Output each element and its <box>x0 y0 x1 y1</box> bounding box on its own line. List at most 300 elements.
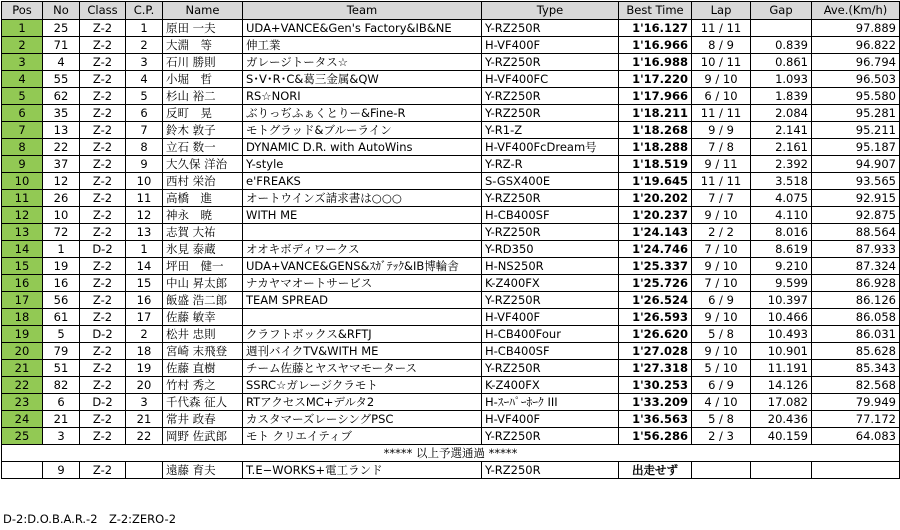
table-row <box>2 88 900 105</box>
cell-type: H-NS250R <box>482 258 619 275</box>
cell-pos: 19 <box>2 326 43 343</box>
cell-gap: 10.901 <box>751 343 812 360</box>
cell-name: 神永 暁 <box>163 207 243 224</box>
cell-team: S･V･R･C&葛三金属&QW <box>243 71 482 88</box>
cell-class: Z-2 <box>80 411 126 428</box>
cell-pos: 20 <box>2 343 43 360</box>
table-row <box>2 20 900 37</box>
cell-lap: 9 / 10 <box>692 309 751 326</box>
cell-class: Z-2 <box>80 54 126 71</box>
col-header-gap: Gap <box>751 2 812 20</box>
cell-best-time: 1'18.268 <box>619 122 692 139</box>
cell-no: 9 <box>43 462 80 479</box>
cell-pos: 6 <box>2 105 43 122</box>
cell-cp: 14 <box>126 258 163 275</box>
cell-cp: 5 <box>126 88 163 105</box>
cell-best-time: 1'17.220 <box>619 71 692 88</box>
col-header-best-time: Best Time <box>619 2 692 20</box>
cell-no: 22 <box>43 139 80 156</box>
cell-gap: 40.159 <box>751 428 812 445</box>
cell-type: Y-RZ250R <box>482 462 619 479</box>
cell-team: e'FREAKS <box>243 173 482 190</box>
cell-no: 61 <box>43 309 80 326</box>
cell-team: モト クリエイティブ <box>243 428 482 445</box>
cell-no: 72 <box>43 224 80 241</box>
cell-type: Y-RZ250R <box>482 105 619 122</box>
cell-gap: 2.084 <box>751 105 812 122</box>
cell-no: 55 <box>43 71 80 88</box>
cell-class: Z-2 <box>80 343 126 360</box>
table-row <box>2 428 900 445</box>
col-header-pos: Pos <box>2 2 43 20</box>
cell-name: 千代森 征人 <box>163 394 243 411</box>
cell-no: 16 <box>43 275 80 292</box>
cell-class: Z-2 <box>80 309 126 326</box>
table-row <box>2 156 900 173</box>
cell-best-time: 1'16.988 <box>619 54 692 71</box>
cell-lap: 9 / 10 <box>692 258 751 275</box>
cell-name: 志賀 大祐 <box>163 224 243 241</box>
cell-type: H-VF400F <box>482 411 619 428</box>
cell-lap: 9 / 10 <box>692 71 751 88</box>
cell-name: 常井 政春 <box>163 411 243 428</box>
cell-no: 35 <box>43 105 80 122</box>
cell-name: 遠藤 育夫 <box>163 462 243 479</box>
cell-team: T.E−WORKS+電工ランド <box>243 462 482 479</box>
cell-best-time: 1'24.143 <box>619 224 692 241</box>
cell-cp: 15 <box>126 275 163 292</box>
cell-best-time: 1'30.253 <box>619 377 692 394</box>
cell-class: D-2 <box>80 241 126 258</box>
cell-lap: 5 / 8 <box>692 411 751 428</box>
cell-avg: 95.187 <box>812 139 900 156</box>
cell-name: 佐藤 敏幸 <box>163 309 243 326</box>
cell-best-time: 1'18.211 <box>619 105 692 122</box>
cell-class: Z-2 <box>80 88 126 105</box>
table-row <box>2 122 900 139</box>
cell-name: 原田 一夫 <box>163 20 243 37</box>
cell-lap: 5 / 8 <box>692 326 751 343</box>
cell-gap: 8.619 <box>751 241 812 258</box>
cell-pos: 18 <box>2 309 43 326</box>
cell-avg: 87.324 <box>812 258 900 275</box>
cell-team <box>243 309 482 326</box>
cell-team: RS☆NORI <box>243 88 482 105</box>
table-row <box>2 190 900 207</box>
cell-no: 1 <box>43 241 80 258</box>
cell-class: Z-2 <box>80 292 126 309</box>
col-header-class: Class <box>80 2 126 20</box>
cell-pos: 24 <box>2 411 43 428</box>
cell-type: Y-RZ250R <box>482 20 619 37</box>
table-row <box>2 360 900 377</box>
cell-lap: 8 / 9 <box>692 37 751 54</box>
cell-type: S-GSX400E <box>482 173 619 190</box>
cell-gap: 2.392 <box>751 156 812 173</box>
cell-avg: 96.794 <box>812 54 900 71</box>
cell-class: Z-2 <box>80 377 126 394</box>
cell-lap: 4 / 10 <box>692 394 751 411</box>
cell-no: 5 <box>43 326 80 343</box>
cell-gap <box>751 20 812 37</box>
cell-gap: 14.126 <box>751 377 812 394</box>
cell-type: H-CB400SF <box>482 343 619 360</box>
cell-pos: 4 <box>2 71 43 88</box>
cell-team: ガレージトータス☆ <box>243 54 482 71</box>
cell-cp: 2 <box>126 37 163 54</box>
cell-gap: 9.599 <box>751 275 812 292</box>
table-row <box>2 326 900 343</box>
cell-best-time: 1'17.966 <box>619 88 692 105</box>
cell-cp: 21 <box>126 411 163 428</box>
cell-avg: 87.933 <box>812 241 900 258</box>
cell-pos: 12 <box>2 207 43 224</box>
cell-avg: 96.503 <box>812 71 900 88</box>
cell-best-time: 1'36.563 <box>619 411 692 428</box>
cell-avg: 85.628 <box>812 343 900 360</box>
cell-class: Z-2 <box>80 190 126 207</box>
cell-class: Z-2 <box>80 428 126 445</box>
table-row <box>2 292 900 309</box>
cell-no: 62 <box>43 88 80 105</box>
table-row <box>2 258 900 275</box>
cell-class: Z-2 <box>80 20 126 37</box>
cell-lap: 6 / 9 <box>692 377 751 394</box>
cell-type: Y-RZ250R <box>482 428 619 445</box>
cell-lap: 5 / 10 <box>692 360 751 377</box>
cell-pos: 17 <box>2 292 43 309</box>
cell-team: モトグラッド&ブルーライン <box>243 122 482 139</box>
cell-type: H-VF400F <box>482 309 619 326</box>
cell-class: Z-2 <box>80 156 126 173</box>
cell-team: SSRC☆ガレージクラモト <box>243 377 482 394</box>
cell-avg: 86.058 <box>812 309 900 326</box>
cell-team: 伸工業 <box>243 37 482 54</box>
cell-cp: 22 <box>126 428 163 445</box>
cell-no: 21 <box>43 411 80 428</box>
cell-no: 82 <box>43 377 80 394</box>
table-row <box>2 139 900 156</box>
cell-no: 71 <box>43 37 80 54</box>
cell-cp: 9 <box>126 156 163 173</box>
qualify-note-row <box>2 445 900 462</box>
cell-cp: 16 <box>126 292 163 309</box>
cell-best-time: 1'16.966 <box>619 37 692 54</box>
table-row <box>2 377 900 394</box>
cell-type: Y-RZ-R <box>482 156 619 173</box>
cell-class: D-2 <box>80 394 126 411</box>
cell-name: 坪田 健一 <box>163 258 243 275</box>
col-header-lap: Lap <box>692 2 751 20</box>
cell-avg: 64.083 <box>812 428 900 445</box>
col-header-cp: C.P. <box>126 2 163 20</box>
col-header-type: Type <box>482 2 619 20</box>
cell-cp: 10 <box>126 173 163 190</box>
cell-avg: 92.875 <box>812 207 900 224</box>
cell-type: Y-RZ250R <box>482 224 619 241</box>
cell-lap: 2 / 2 <box>692 224 751 241</box>
cell-avg: 77.172 <box>812 411 900 428</box>
qualify-note: ***** 以上予選通過 ***** <box>2 445 900 462</box>
cell-cp: 12 <box>126 207 163 224</box>
cell-lap: 9 / 9 <box>692 122 751 139</box>
cell-avg: 95.211 <box>812 122 900 139</box>
cell-type: H-VF400F <box>482 37 619 54</box>
cell-team: オオキボディワークス <box>243 241 482 258</box>
cell-type: Y-RD350 <box>482 241 619 258</box>
cell-cp <box>126 462 163 479</box>
cell-name: 中山 昇太郎 <box>163 275 243 292</box>
table-row <box>2 275 900 292</box>
cell-team: 週刊バイクTV&WITH ME <box>243 343 482 360</box>
cell-pos: 21 <box>2 360 43 377</box>
cell-pos: 11 <box>2 190 43 207</box>
cell-best-time: 1'16.127 <box>619 20 692 37</box>
cell-gap: 11.191 <box>751 360 812 377</box>
cell-cp: 18 <box>126 343 163 360</box>
cell-pos: 15 <box>2 258 43 275</box>
cell-best-time: 出走せず <box>619 462 692 479</box>
cell-type: H-CB400SF <box>482 207 619 224</box>
cell-gap: 1.093 <box>751 71 812 88</box>
cell-pos: 1 <box>2 20 43 37</box>
cell-lap: 9 / 10 <box>692 207 751 224</box>
cell-class: Z-2 <box>80 71 126 88</box>
cell-pos <box>2 462 43 479</box>
table-row <box>2 71 900 88</box>
cell-pos: 10 <box>2 173 43 190</box>
cell-cp: 2 <box>126 326 163 343</box>
cell-type: Y-RZ250R <box>482 88 619 105</box>
cell-gap: 4.075 <box>751 190 812 207</box>
cell-lap: 9 / 10 <box>692 343 751 360</box>
cell-name: 岡野 佐武郎 <box>163 428 243 445</box>
cell-no: 10 <box>43 207 80 224</box>
cell-cp: 17 <box>126 309 163 326</box>
cell-best-time: 1'25.337 <box>619 258 692 275</box>
cell-avg: 86.031 <box>812 326 900 343</box>
cell-no: 12 <box>43 173 80 190</box>
cell-pos: 5 <box>2 88 43 105</box>
cell-gap: 2.161 <box>751 139 812 156</box>
cell-pos: 13 <box>2 224 43 241</box>
cell-class: Z-2 <box>80 105 126 122</box>
cell-type: K-Z400FX <box>482 377 619 394</box>
cell-no: 56 <box>43 292 80 309</box>
cell-best-time: 1'26.524 <box>619 292 692 309</box>
cell-best-time: 1'26.593 <box>619 309 692 326</box>
cell-lap: 11 / 11 <box>692 105 751 122</box>
cell-lap: 7 / 7 <box>692 190 751 207</box>
cell-lap: 6 / 10 <box>692 88 751 105</box>
cell-lap: 2 / 3 <box>692 428 751 445</box>
cell-pos: 9 <box>2 156 43 173</box>
cell-class: Z-2 <box>80 224 126 241</box>
cell-avg: 86.928 <box>812 275 900 292</box>
table-row <box>2 37 900 54</box>
cell-name: 大久保 洋治 <box>163 156 243 173</box>
cell-gap: 10.397 <box>751 292 812 309</box>
table-row <box>2 394 900 411</box>
cell-team: Y-style <box>243 156 482 173</box>
cell-team: オートウインズ請求書は○○○ <box>243 190 482 207</box>
cell-type: H-VF400FcDream号 <box>482 139 619 156</box>
cell-avg: 95.580 <box>812 88 900 105</box>
cell-name: 大淵 等 <box>163 37 243 54</box>
cell-type: H-VF400FC <box>482 71 619 88</box>
cell-lap: 7 / 10 <box>692 241 751 258</box>
cell-cp: 6 <box>126 105 163 122</box>
cell-best-time: 1'27.028 <box>619 343 692 360</box>
cell-team: UDA+VANCE&Gen's Factory&IB&NE <box>243 20 482 37</box>
cell-team: UDA+VANCE&GENS&ｽｶﾞﾃｯｸ&IB博輪舎 <box>243 258 482 275</box>
header-row <box>2 2 900 20</box>
cell-name: 西村 栄治 <box>163 173 243 190</box>
cell-avg: 97.889 <box>812 20 900 37</box>
cell-team: TEAM SPREAD <box>243 292 482 309</box>
col-header-no: No <box>43 2 80 20</box>
cell-pos: 2 <box>2 37 43 54</box>
cell-no: 19 <box>43 258 80 275</box>
cell-avg: 86.126 <box>812 292 900 309</box>
cell-pos: 8 <box>2 139 43 156</box>
cell-team <box>243 224 482 241</box>
cell-best-time: 1'26.620 <box>619 326 692 343</box>
cell-type: Y-RZ250R <box>482 54 619 71</box>
cell-lap: 7 / 10 <box>692 275 751 292</box>
cell-cp: 1 <box>126 20 163 37</box>
cell-best-time: 1'25.726 <box>619 275 692 292</box>
cell-name: 立石 数一 <box>163 139 243 156</box>
table-row <box>2 343 900 360</box>
cell-gap: 3.518 <box>751 173 812 190</box>
cell-lap: 10 / 11 <box>692 54 751 71</box>
cell-class: Z-2 <box>80 462 126 479</box>
cell-avg: 82.568 <box>812 377 900 394</box>
cell-gap: 0.839 <box>751 37 812 54</box>
cell-team: DYNAMIC D.R. with AutoWins <box>243 139 482 156</box>
cell-name: 宮崎 末飛登 <box>163 343 243 360</box>
cell-gap: 20.436 <box>751 411 812 428</box>
cell-name: 佐藤 直樹 <box>163 360 243 377</box>
cell-class: Z-2 <box>80 139 126 156</box>
cell-team: ぶりっぢふぁくとりー&Fine-R <box>243 105 482 122</box>
cell-type: Y-R1-Z <box>482 122 619 139</box>
cell-avg: 92.915 <box>812 190 900 207</box>
cell-name: 松井 忠則 <box>163 326 243 343</box>
cell-team: クラフトボックス&RFTJ <box>243 326 482 343</box>
cell-no: 37 <box>43 156 80 173</box>
cell-name: 石川 勝則 <box>163 54 243 71</box>
cell-cp: 8 <box>126 139 163 156</box>
cell-no: 13 <box>43 122 80 139</box>
cell-no: 25 <box>43 20 80 37</box>
class-legend: D-2:D.O.B.A.R.-2 Z-2:ZERO-2 <box>3 512 177 526</box>
table-row <box>2 411 900 428</box>
cell-lap: 11 / 11 <box>692 20 751 37</box>
cell-gap: 1.839 <box>751 88 812 105</box>
cell-lap: 11 / 11 <box>692 173 751 190</box>
cell-type: Y-RZ250R <box>482 360 619 377</box>
cell-team: WITH ME <box>243 207 482 224</box>
cell-no: 51 <box>43 360 80 377</box>
cell-lap <box>692 462 751 479</box>
cell-cp: 1 <box>126 241 163 258</box>
cell-name: 氷見 泰蔵 <box>163 241 243 258</box>
cell-name: 鈴木 敦子 <box>163 122 243 139</box>
dns-row <box>2 462 900 479</box>
cell-lap: 9 / 11 <box>692 156 751 173</box>
cell-best-time: 1'18.288 <box>619 139 692 156</box>
col-header-team: Team <box>243 2 482 20</box>
cell-cp: 11 <box>126 190 163 207</box>
col-header-avg: Ave.(Km/h) <box>812 2 900 20</box>
cell-class: Z-2 <box>80 275 126 292</box>
cell-best-time: 1'24.746 <box>619 241 692 258</box>
cell-type: Y-RZ250R <box>482 190 619 207</box>
cell-class: Z-2 <box>80 37 126 54</box>
cell-avg: 79.949 <box>812 394 900 411</box>
col-header-name: Name <box>163 2 243 20</box>
cell-team: カスタマーズレーシングPSC <box>243 411 482 428</box>
cell-name: 飯盛 浩二郎 <box>163 292 243 309</box>
results-table <box>1 1 900 479</box>
cell-no: 79 <box>43 343 80 360</box>
cell-avg: 94.907 <box>812 156 900 173</box>
cell-type: H-ｽｰﾊﾟｰﾎｰｸ III <box>482 394 619 411</box>
cell-type: H-CB400Four <box>482 326 619 343</box>
cell-best-time: 1'19.645 <box>619 173 692 190</box>
cell-cp: 4 <box>126 71 163 88</box>
cell-pos: 23 <box>2 394 43 411</box>
cell-name: 竹村 秀之 <box>163 377 243 394</box>
cell-class: Z-2 <box>80 360 126 377</box>
table-row <box>2 207 900 224</box>
cell-cp: 7 <box>126 122 163 139</box>
cell-gap: 0.861 <box>751 54 812 71</box>
table-row <box>2 105 900 122</box>
cell-no: 4 <box>43 54 80 71</box>
cell-gap: 10.466 <box>751 309 812 326</box>
cell-class: Z-2 <box>80 122 126 139</box>
table-row <box>2 309 900 326</box>
cell-type: K-Z400FX <box>482 275 619 292</box>
cell-lap: 6 / 9 <box>692 292 751 309</box>
table-row <box>2 224 900 241</box>
cell-lap: 7 / 8 <box>692 139 751 156</box>
cell-name: 杉山 裕二 <box>163 88 243 105</box>
cell-team: RTアクセスMC+デルタ2 <box>243 394 482 411</box>
cell-gap: 8.016 <box>751 224 812 241</box>
cell-pos: 25 <box>2 428 43 445</box>
cell-pos: 22 <box>2 377 43 394</box>
cell-name: 小堀 哲 <box>163 71 243 88</box>
cell-pos: 16 <box>2 275 43 292</box>
cell-cp: 3 <box>126 54 163 71</box>
cell-class: Z-2 <box>80 258 126 275</box>
cell-best-time: 1'56.286 <box>619 428 692 445</box>
cell-type: Y-RZ250R <box>482 292 619 309</box>
cell-no: 6 <box>43 394 80 411</box>
cell-avg: 93.565 <box>812 173 900 190</box>
cell-name: 高橋 進 <box>163 190 243 207</box>
cell-best-time: 1'20.202 <box>619 190 692 207</box>
cell-avg: 96.822 <box>812 37 900 54</box>
cell-cp: 20 <box>126 377 163 394</box>
cell-pos: 3 <box>2 54 43 71</box>
cell-best-time: 1'33.209 <box>619 394 692 411</box>
cell-team: チーム佐藤とヤスヤマモータース <box>243 360 482 377</box>
